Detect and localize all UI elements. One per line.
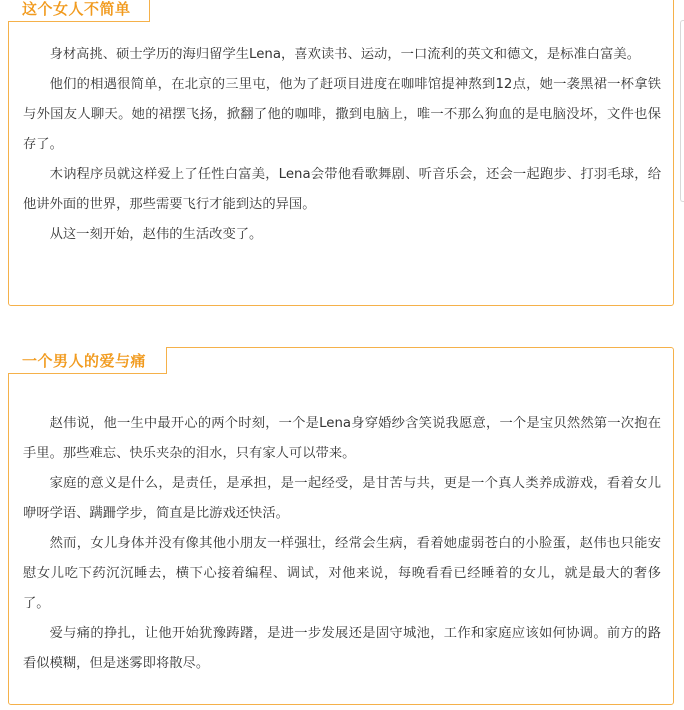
section-content (23, 409, 661, 679)
story-section-2 (8, 347, 674, 705)
paragraph: 从这一刻开始，赵伟的生活改变了。 (49, 227, 263, 242)
section-title-tab (8, 347, 167, 374)
section-title: 一个男人的爱与痛 (22, 351, 147, 370)
adjacent-panel-edge (680, 20, 684, 202)
paragraph: 爱与痛的挣扎，让他开始犹豫踌躇，是进一步发展还是固守城池，工作和家庭应该如何协调。前方的路看似模糊，但是迷雾即将散尽。 (23, 626, 661, 671)
paragraph: 木讷程序员就这样爱上了任性白富美，Lena会带他看歌舞剧、听音乐会，还会一起跑步、打羽毛球，给他讲外面的世界，那些需要飞行才能到达的异国。 (23, 167, 661, 212)
paragraph: 身材高挑、硕士学历的海归留学生Lena，喜欢读书、运动，一口流利的英文和德文，是标准白富美。 (49, 47, 640, 62)
section-title: 这个女人不简单 (22, 0, 131, 18)
paragraph: 然而，女儿身体并没有像其他小朋友一样强壮，经常会生病，看着她虚弱苍白的小脸蛋，赵伟也只能安慰女儿吃下药沉沉睡去，横下心接着编程、调试，对他来说，每晚看看已经睡着的女儿，就是最大的奢侈了。 (23, 536, 661, 611)
section-content (23, 40, 661, 250)
paragraph: 家庭的意义是什么，是责任，是承担，是一起经受，是甘苦与共，更是一个真人类养成游戏，看着女儿咿呀学语、蹒跚学步，简直是比游戏还快活。 (23, 476, 661, 521)
section-title-tab (8, 0, 150, 22)
paragraph: 他们的相遇很简单，在北京的三里屯，他为了赶项目进度在咖啡馆提神熬到12点，她一袭黑裙一杯拿铁与外国友人聊天。她的裙摆飞扬，掀翻了他的咖啡，撒到电脑上，唯一不那么狗血的是电脑没坏，文件也保存了。 (23, 77, 661, 152)
story-section-1 (8, 0, 674, 306)
paragraph: 赵伟说，他一生中最开心的两个时刻，一个是Lena身穿婚纱含笑说我愿意，一个是宝贝然然第一次抱在手里。那些难忘、快乐夹杂的泪水，只有家人可以带来。 (23, 416, 661, 461)
